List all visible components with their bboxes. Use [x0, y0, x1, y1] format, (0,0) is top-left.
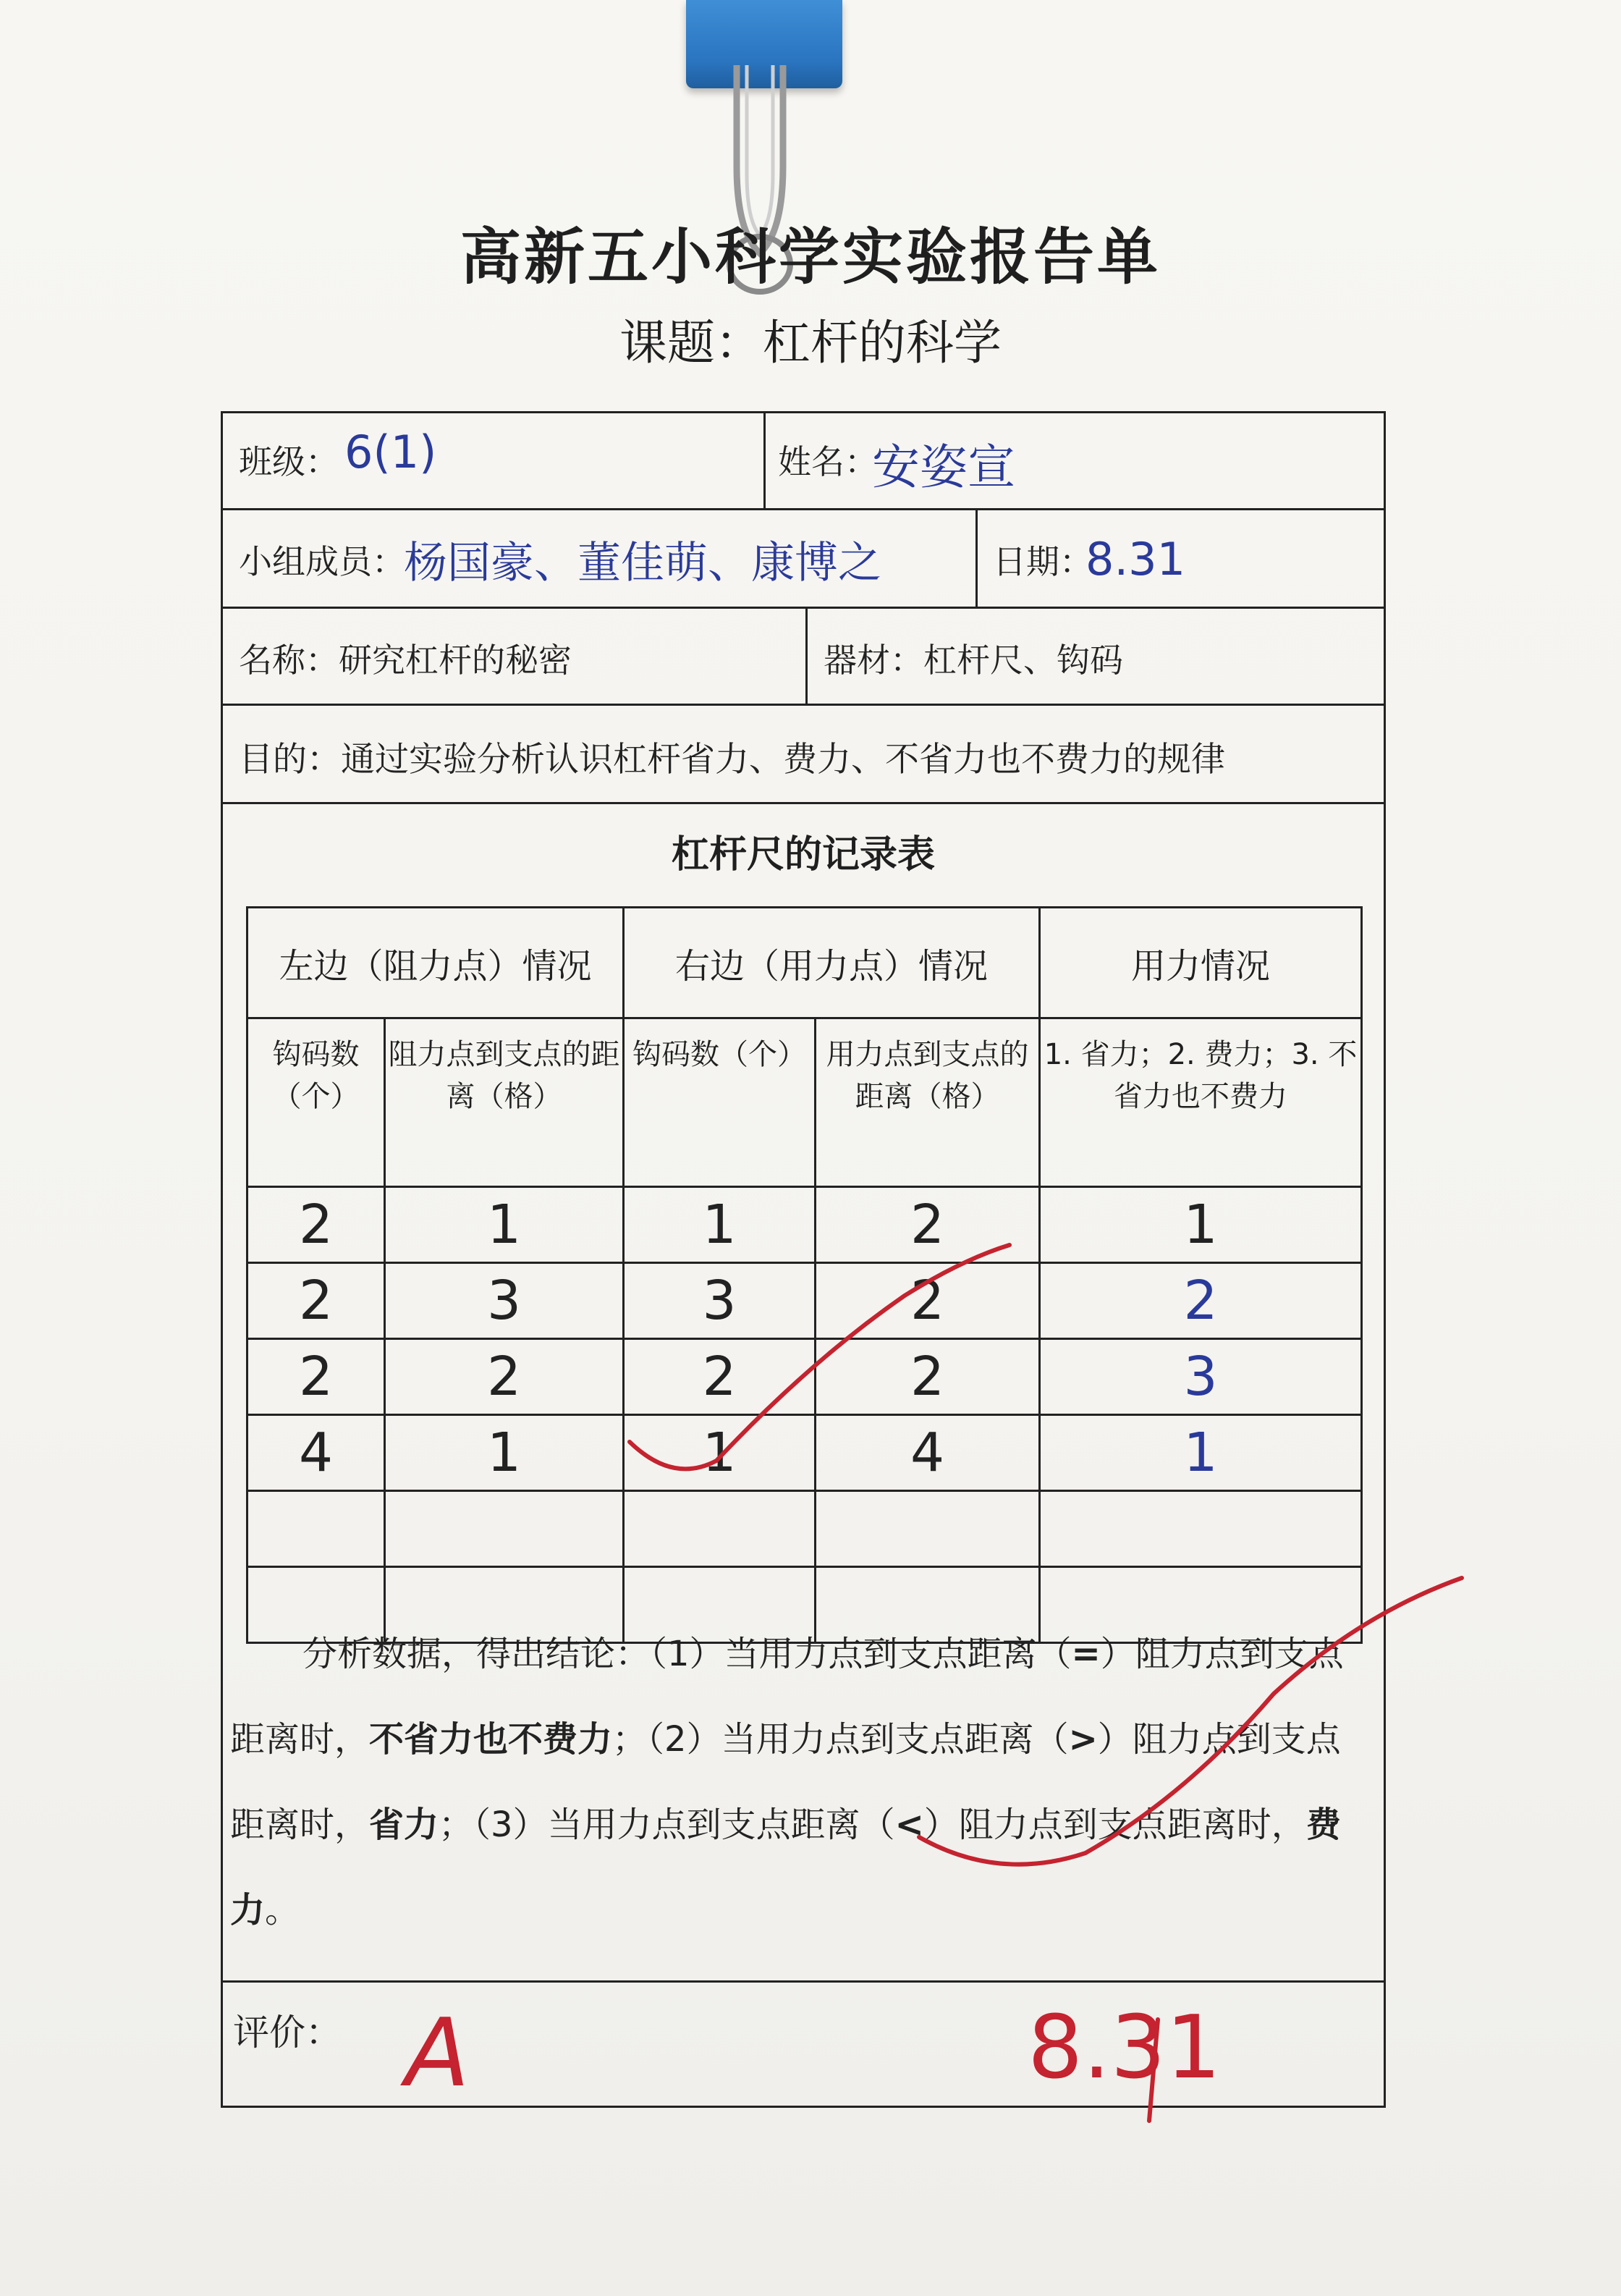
header-force-situation: 用力情况	[1040, 908, 1362, 1018]
table-row	[247, 1415, 1362, 1491]
table-row	[247, 1187, 1362, 1263]
experiment-purpose: 目的：通过实验分析认识杠杆省力、费力、不省力也不费力的规律	[239, 740, 1225, 780]
header-left-resistance: 左边（阻力点）情况	[247, 908, 624, 1018]
table-cell: 1	[624, 1187, 816, 1263]
subheader-effort-distance: 用力点到支点的距离（格）	[816, 1018, 1040, 1187]
table-cell: 3	[1040, 1339, 1362, 1415]
subheader-left-weights: 钩码数（个）	[247, 1018, 385, 1187]
evaluation-grade: A	[405, 1998, 470, 2108]
table-cell	[247, 1491, 385, 1567]
table-cell: 1	[1040, 1415, 1362, 1491]
table-cell: 2	[385, 1339, 624, 1415]
conclusion-text: 分析数据，得出结论：（1）当用力点到支点距离（	[302, 1634, 1072, 1674]
table-title: 杠杆尺的记录表	[671, 833, 935, 877]
date-label: 日期：	[993, 542, 1093, 581]
subheader-resistance-distance: 阻力点到支点的距离（格）	[385, 1018, 624, 1187]
table-cell: 3	[624, 1263, 816, 1339]
subheader-force-legend: 1. 省力；2. 费力；3. 不省力也不费力	[1040, 1018, 1362, 1187]
table-row	[247, 1339, 1362, 1415]
table-cell: 2	[816, 1339, 1040, 1415]
answer-2: >	[1068, 1719, 1098, 1760]
divider	[221, 704, 1386, 706]
table-cell: 1	[1040, 1187, 1362, 1263]
table-cell	[624, 1491, 816, 1567]
evaluation-date: 8.31	[1028, 1998, 1222, 2098]
conclusion-text: 。	[265, 1890, 300, 1930]
divider	[221, 607, 1386, 609]
table-cell	[816, 1491, 1040, 1567]
conclusion-bold: 费力	[230, 1805, 1341, 1930]
date-value: 8.31	[1085, 533, 1186, 586]
table-cell: 1	[385, 1415, 624, 1491]
conclusion-bold: 不省力也不费力	[369, 1719, 613, 1760]
table-cell: 2	[247, 1339, 385, 1415]
conclusion-text: ）阻力点到支点距离时，	[230, 1634, 1344, 1760]
answer-3: <	[894, 1805, 924, 1845]
page-title: 高新五小科学实验报告单	[460, 221, 1161, 292]
lever-record-table	[246, 906, 1363, 1644]
table-cell: 2	[816, 1187, 1040, 1263]
divider	[221, 1980, 1386, 1983]
table-cell	[385, 1491, 624, 1567]
group-members-label: 小组成员：	[239, 542, 405, 581]
divider	[763, 411, 766, 510]
table-cell: 4	[816, 1415, 1040, 1491]
conclusion-text: ）阻力点到支点距离时，	[230, 1719, 1341, 1845]
table-row	[247, 1491, 1362, 1567]
divider	[975, 508, 978, 608]
table-cell: 2	[816, 1263, 1040, 1339]
table-cell	[1040, 1491, 1362, 1567]
conclusion-text: ）阻力点到支点距离时，	[923, 1805, 1306, 1845]
class-label: 班级：	[239, 442, 339, 481]
header-right-effort: 右边（用力点）情况	[624, 908, 1040, 1018]
table-cell: 3	[385, 1263, 624, 1339]
answer-1: =	[1071, 1634, 1101, 1674]
conclusion-text: ；（3）当用力点到支点距离（	[439, 1805, 895, 1845]
name-value: 安姿宣	[872, 439, 1015, 495]
divider	[221, 508, 1386, 510]
conclusion-paragraph	[230, 1611, 1374, 1953]
table-cell: 2	[247, 1187, 385, 1263]
class-value: 6(1)	[344, 426, 437, 478]
table-cell: 1	[385, 1187, 624, 1263]
divider	[805, 607, 808, 705]
subheader-right-weights: 钩码数（个）	[624, 1018, 816, 1187]
conclusion-bold: 省力	[369, 1805, 439, 1845]
group-members-value: 杨国豪、董佳萌、康博之	[404, 538, 881, 588]
table-cell: 2	[1040, 1263, 1362, 1339]
divider	[221, 802, 1386, 804]
table-cell: 1	[624, 1415, 816, 1491]
name-label: 姓名：	[778, 442, 878, 481]
table-row	[247, 1263, 1362, 1339]
equipment: 器材：杠杆尺、钩码	[824, 641, 1123, 680]
evaluation-label: 评价：	[233, 2012, 342, 2054]
table-cell: 2	[247, 1263, 385, 1339]
conclusion-text: ；（2）当用力点到支点距离（	[612, 1719, 1069, 1760]
experiment-title: 名称：研究杠杆的秘密	[239, 641, 572, 680]
table-cell: 2	[624, 1339, 816, 1415]
page-subtitle: 课题：杠杆的科学	[619, 315, 1002, 371]
table-cell: 4	[247, 1415, 385, 1491]
